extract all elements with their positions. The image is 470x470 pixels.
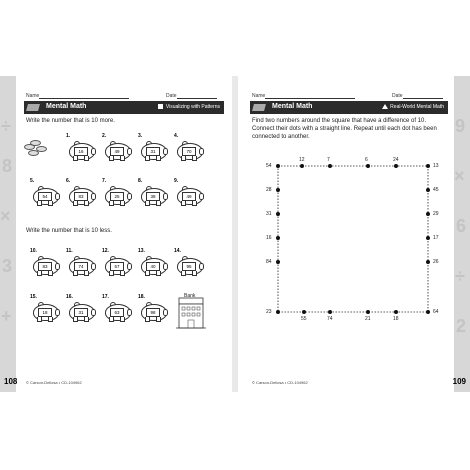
dot-label: 31 (266, 211, 272, 217)
piggy-bank-problem-number: 4. (174, 133, 179, 139)
connect-dot[interactable] (328, 310, 332, 314)
piggy-bank-problem[interactable] (176, 141, 202, 161)
dot-label: 17 (433, 235, 439, 241)
right-page-number: 109 (452, 377, 466, 386)
piggy-bank-problem[interactable] (32, 256, 58, 276)
piggy-bank-value: 31 (74, 308, 88, 317)
connect-dot[interactable] (426, 164, 430, 168)
instruction-less: Write the number that is 10 less. (26, 228, 112, 234)
piggy-bank-value: 57 (110, 262, 124, 271)
piggy-bank-problem-number: 3. (138, 133, 143, 139)
right-footer: © Carson-Dellosa • CD-104962 (252, 380, 308, 385)
piggy-bank-value: 25 (110, 192, 124, 201)
piggy-bank-problem-number: 5. (30, 178, 35, 184)
connect-dot[interactable] (276, 212, 280, 216)
piggy-bank-problem-number: 9. (174, 178, 179, 184)
date-field[interactable] (166, 92, 217, 99)
dot-label: 6 (365, 157, 368, 163)
piggy-bank-problem-number: 10. (30, 248, 37, 254)
dot-square-outline (238, 76, 470, 392)
dot-label: 55 (301, 316, 307, 322)
piggy-bank-problem[interactable] (68, 302, 94, 322)
piggy-bank-problem-number: 2. (102, 133, 107, 139)
connect-dot[interactable] (426, 212, 430, 216)
piggy-bank-value: 95 (182, 262, 196, 271)
piggy-bank-value: 74 (74, 262, 88, 271)
piggy-bank-problem[interactable] (104, 186, 130, 206)
connect-dot[interactable] (300, 164, 304, 168)
piggy-bank-value: 38 (146, 192, 160, 201)
name-label: Name (26, 93, 40, 99)
piggy-bank-problem[interactable] (140, 256, 166, 276)
piggy-bank-problem[interactable] (68, 186, 94, 206)
piggy-bank-problem-number: 8. (138, 178, 143, 184)
connect-dot[interactable] (302, 310, 306, 314)
piggy-bank-problem-number: 14. (174, 248, 181, 254)
connect-dot[interactable] (426, 260, 430, 264)
connect-dot[interactable] (276, 236, 280, 240)
date-label: Date (166, 93, 177, 99)
left-page-number: 108 (4, 377, 18, 386)
piggy-bank-value: 98 (146, 308, 160, 317)
bank-label: Bank (184, 293, 196, 299)
connect-dot[interactable] (394, 164, 398, 168)
connect-dot[interactable] (276, 188, 280, 192)
piggy-bank-problem[interactable] (32, 302, 58, 322)
dot-label: 45 (433, 187, 439, 193)
piggy-bank-problem[interactable] (68, 256, 94, 276)
connect-dot[interactable] (276, 164, 280, 168)
piggy-bank-problem[interactable] (176, 186, 202, 206)
connect-dot[interactable] (426, 310, 430, 314)
right-banner-tag: Real-World Mental Math (382, 104, 444, 110)
piggy-bank-value: 83 (74, 192, 88, 201)
piggy-bank-problem[interactable] (104, 302, 130, 322)
dot-label: 74 (327, 316, 333, 322)
left-banner (24, 101, 224, 114)
connect-dot[interactable] (276, 310, 280, 314)
dot-label: 29 (433, 211, 439, 217)
pencil-icon (26, 104, 40, 111)
right-page (238, 76, 470, 392)
dot-label: 64 (433, 309, 439, 315)
piggy-bank-problem[interactable] (104, 256, 130, 276)
piggy-bank-problem-number: 11. (66, 248, 73, 254)
piggy-bank-problem-number: 15. (30, 294, 37, 300)
piggy-bank-problem-number: 13. (138, 248, 145, 254)
dot-label: 7 (327, 157, 330, 163)
piggy-bank-problem-number: 7. (102, 178, 107, 184)
piggy-bank-problem-number: 12. (102, 248, 109, 254)
dot-label: 26 (433, 259, 439, 265)
connect-dot[interactable] (276, 260, 280, 264)
dot-label: 18 (393, 316, 399, 322)
dot-label: 16 (266, 235, 272, 241)
checkbox-icon (158, 104, 163, 109)
piggy-bank-problem[interactable] (68, 141, 94, 161)
workbook-spread (0, 76, 470, 392)
piggy-bank-value: 83 (38, 262, 52, 271)
piggy-bank-problem[interactable] (32, 186, 58, 206)
connect-dot[interactable] (394, 310, 398, 314)
piggy-bank-value: 16 (74, 147, 88, 156)
piggy-bank-value: 18 (38, 308, 52, 317)
dot-label: 23 (266, 309, 272, 315)
piggy-bank-value: 70 (182, 147, 196, 156)
left-page-decor-strip: ÷ 8 × 3 + (0, 76, 16, 392)
piggy-bank-problem[interactable] (176, 256, 202, 276)
piggy-bank-value: 54 (38, 192, 52, 201)
piggy-bank-problem-number: 6. (66, 178, 71, 184)
right-page-decor-strip: 9 × 6 ÷ 2 (454, 76, 470, 392)
piggy-bank-problem[interactable] (140, 141, 166, 161)
date-label-right: Date (392, 93, 403, 99)
connect-dot[interactable] (328, 164, 332, 168)
instruction-more: Write the number that is 10 more. (26, 118, 115, 124)
connect-dot[interactable] (366, 164, 370, 168)
piggy-bank-problem[interactable] (104, 141, 130, 161)
connect-dot[interactable] (366, 310, 370, 314)
dot-label: 12 (299, 157, 305, 163)
dot-label: 13 (433, 163, 439, 169)
left-footer: © Carson-Dellosa • CD-104962 (26, 380, 82, 385)
piggy-bank-value: 49 (182, 192, 196, 201)
piggy-bank-problem-number: 1. (66, 133, 71, 139)
connect-dot[interactable] (426, 188, 430, 192)
piggy-bank-value: 31 (146, 147, 160, 156)
name-field[interactable] (26, 92, 129, 99)
dot-label: 21 (365, 316, 371, 322)
dot-label: 24 (393, 157, 399, 163)
dot-label: 54 (266, 163, 272, 169)
bank-building-icon (176, 296, 206, 330)
dot-label: 84 (266, 259, 272, 265)
piggy-bank-problem[interactable] (140, 302, 166, 322)
piggy-bank-problem-number: 16. (66, 294, 73, 300)
piggy-bank-problem-number: 18. (138, 294, 145, 300)
connect-dot[interactable] (426, 236, 430, 240)
left-page (0, 76, 232, 392)
name-label-right: Name (252, 93, 266, 99)
piggy-bank-problem[interactable] (140, 186, 166, 206)
right-banner-title: Mental Math (272, 103, 313, 110)
piggy-bank-value: 63 (110, 308, 124, 317)
dot-label: 28 (266, 187, 272, 193)
piggy-bank-problem-number: 17. (102, 294, 109, 300)
left-banner-tag: Visualizing with Patterns (158, 104, 220, 110)
connect-dots-instruction: Find two numbers around the square that have a difference of 10. Connect their dots with a straight line. Repeat until each dot has been connected to another. (252, 118, 437, 140)
piggy-bank-value: 40 (146, 262, 160, 271)
left-banner-title: Mental Math (46, 103, 87, 110)
piggy-bank-value: 49 (110, 147, 124, 156)
